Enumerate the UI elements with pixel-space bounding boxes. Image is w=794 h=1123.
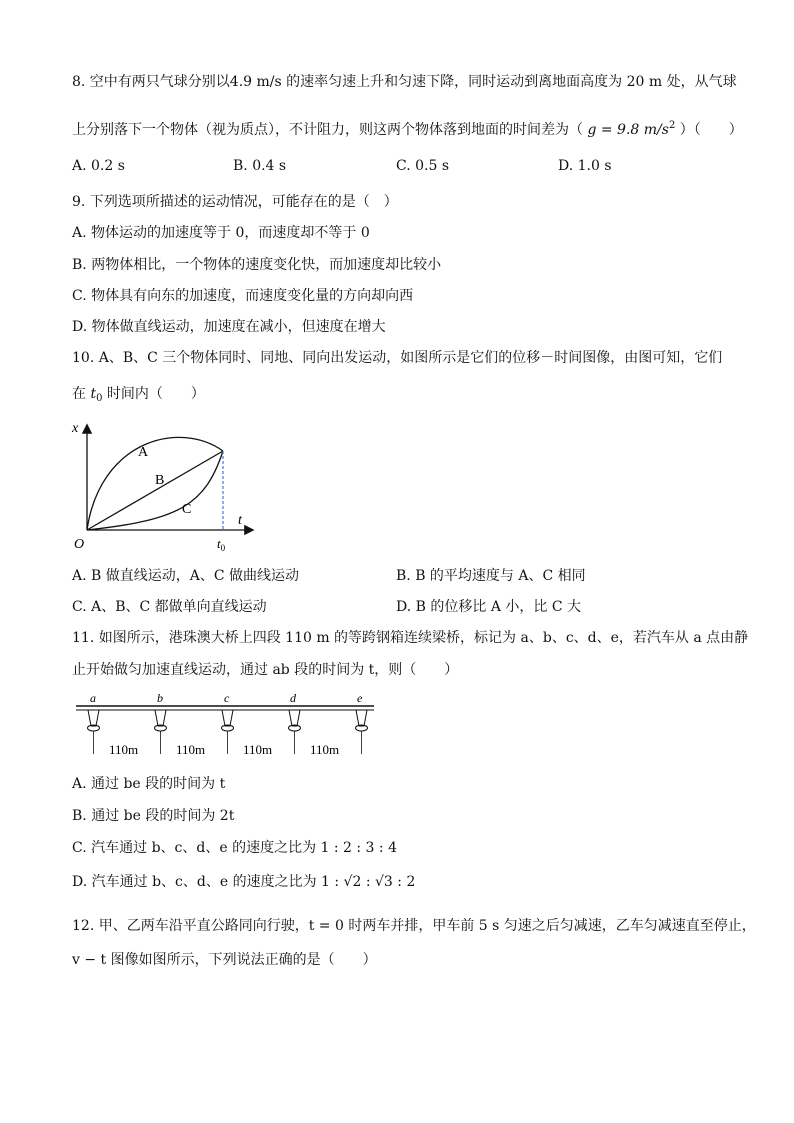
q10-stem-line1: 10. A、B、C 三个物体同时、同地、同向出发运动，如图所示是它们的位移－时间图像，由图可知，它们 <box>72 350 723 366</box>
q10-x-axis-label: t <box>238 513 242 528</box>
q10-line-b-label: B <box>155 473 165 488</box>
q11-stem-line1: 11. 如图所示，港珠澳大桥上四段 110 m 的等跨钢箱连续梁桥，标记为 a、b、c、d、e，若汽车从 a 点由静 <box>72 630 749 646</box>
q11-pier-d <box>289 710 301 731</box>
q11-point-a: a <box>90 691 96 705</box>
q9-option-d: D. 物体做直线运动，加速度在减小，但速度在增大 <box>72 319 386 335</box>
q8-option-d: D. 1.0 s <box>558 158 612 174</box>
q11-pier-e <box>356 710 368 731</box>
q11-point-b: b <box>157 691 163 705</box>
q10-t0-label: $t_0$ <box>217 536 226 553</box>
q10-option-d: D. B 的位移比 A 小，比 C 大 <box>396 599 581 615</box>
q11-pier-b <box>155 710 167 731</box>
q9-stem: 9. 下列选项所描述的运动情况，可能存在的是（ ） <box>72 194 398 210</box>
q8-line2-post: ）（ ） <box>675 122 743 138</box>
q11-option-d: D. 汽车通过 b、c、d、e 的速度之比为 1 : √2 : √3 : 2 <box>72 874 416 890</box>
q10-origin-label: O <box>74 537 85 552</box>
q10-option-c: C. A、B、C 都做单向直线运动 <box>72 599 267 615</box>
q11-point-d: d <box>290 691 296 705</box>
q11-pier-c <box>222 710 234 731</box>
q10-stem-line2: 在 $t_0$ 时间内（ ） <box>72 386 205 404</box>
q11-point-c: c <box>224 691 230 705</box>
q9-option-a: A. 物体运动的加速度等于 0，而速度却不等于 0 <box>72 225 370 241</box>
q8-line2-pre: 上分别落下一个物体（视为质点），不计阻力，则这两个物体落到地面的时间差为（ <box>72 122 588 138</box>
q10-option-b: B. B 的平均速度与 A、C 相同 <box>396 568 586 584</box>
q11-option-a: A. 通过 be 段的时间为 t <box>72 776 226 792</box>
q8-stem-line2 <box>72 116 743 140</box>
q10-displacement-time-graph <box>70 420 270 560</box>
q12-stem-line2: v − t 图像如图所示，下列说法正确的是（ ） <box>72 952 377 968</box>
q11-span-de: 110m <box>310 742 340 757</box>
q10-y-axis-label: x <box>72 421 79 436</box>
q11-bridge-diagram <box>72 690 382 760</box>
q8-stem-line1: 8. 空中有两只气球分别以4.9 m/s 的速率匀速上升和匀速下降，同时运动到离地面高度为 20 m 处，从气球 <box>72 74 737 90</box>
q11-span-cd: 110m <box>243 742 273 757</box>
q8-option-c: C. 0.5 s <box>396 158 450 174</box>
q8-option-b: B. 0.4 s <box>233 158 287 174</box>
q10-option-a: A. B 做直线运动，A、C 做曲线运动 <box>72 568 300 584</box>
q10-curve-c-label: C <box>182 502 192 517</box>
q9-option-b: B. 两物体相比，一个物体的速度变化快，而加速度却比较小 <box>72 257 442 273</box>
q11-span-ab: 110m <box>109 742 139 757</box>
q11-option-c: C. 汽车通过 b、c、d、e 的速度之比为 1 : 2 : 3 : 4 <box>72 840 397 856</box>
q11-span-bc: 110m <box>176 742 206 757</box>
q11-option-b: B. 通过 be 段的时间为 2t <box>72 808 235 824</box>
q8-option-a: A. 0.2 s <box>72 158 125 174</box>
q9-option-c: C. 物体具有向东的加速度，而速度变化量的方向却向西 <box>72 288 414 304</box>
q11-stem-line2: 止开始做匀加速直线运动，通过 ab 段的时间为 t，则（ ） <box>72 662 459 678</box>
q11-pier-a <box>88 710 100 731</box>
q10-t0-var: t <box>90 386 97 402</box>
q12-stem-line1: 12. 甲、乙两车沿平直公路同向行驶，t = 0 时两车并排，甲车前 5 s 匀速之后匀减速，乙车匀减速直至停止， <box>72 918 756 934</box>
q11-point-e: e <box>357 691 363 705</box>
q8-g-expression: g = 9.8 m/s <box>587 122 669 138</box>
q10-curve-a-label: A <box>138 445 149 460</box>
q8-g-superscript: 2 <box>668 120 676 131</box>
